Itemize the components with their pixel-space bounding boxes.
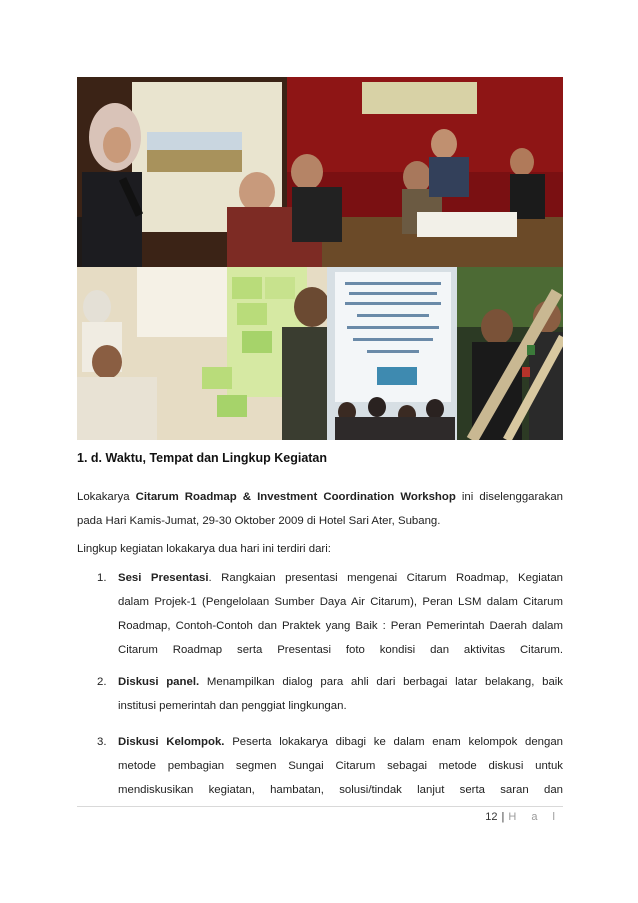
list-number: 3.	[97, 736, 107, 748]
list-item-text	[118, 566, 563, 662]
photo-banner	[327, 267, 457, 440]
item-line	[118, 670, 563, 694]
collage-graphic	[77, 77, 563, 440]
list-item-text	[118, 670, 563, 718]
item-line: Citarum Roadmap serta Presentasi foto kondisi dan aktivitas Citarum.	[118, 644, 563, 656]
photo-bamboo	[457, 267, 563, 440]
intro-text-cont: ini diselenggarakan	[455, 491, 563, 503]
item-line	[118, 730, 563, 754]
item-line: mendiskusikan kegiatan, hambatan, solusi/tindak lanjut serta saran dan	[118, 784, 563, 796]
item-line-text: . Rangkaian presentasi mengenai Citarum Roadmap, Kegiatan	[208, 572, 563, 584]
photo-collage	[77, 77, 563, 440]
item-title: Diskusi panel.	[118, 676, 200, 688]
list-number: 1.	[97, 572, 107, 584]
item-title: Diskusi Kelompok.	[118, 736, 225, 748]
list-number: 2.	[97, 676, 107, 688]
item-line: Roadmap, Contoh-Contoh dan Praktek yang Baik : Peran Pemerintah Daerah dalam	[118, 620, 563, 632]
footer-divider	[77, 806, 563, 807]
scope-intro: Lingkup kegiatan lokakarya dua hari ini terdiri dari:	[77, 543, 331, 555]
photo-sticky-notes	[77, 267, 330, 440]
item-line: dalam Projek-1 (Pengelolaan Sumber Daya Air Citarum), Peran LSM dalam Citarum	[118, 596, 563, 608]
item-title: Sesi Presentasi	[118, 572, 209, 584]
list-item-text	[118, 730, 563, 802]
item-line-text: Menampilkan dialog para ahli dari berbagai latar belakang, baik	[199, 676, 564, 688]
section-heading: 1. d. Waktu, Tempat dan Lingkup Kegiatan	[77, 451, 328, 465]
page-label: H a l	[508, 811, 561, 823]
intro-line-2: pada Hari Kamis-Jumat, 29-30 Oktober 2009 di Hotel Sari Ater, Subang.	[77, 515, 441, 527]
intro-line-1	[77, 485, 563, 509]
intro-paragraph	[77, 485, 563, 533]
item-line-text: Peserta lokakarya dibagi ke dalam enam kelompok dengan	[224, 736, 564, 748]
page-footer	[485, 811, 561, 823]
page-number: 12	[485, 811, 498, 823]
item-line: institusi pemerintah dan penggiat lingkungan.	[118, 700, 347, 712]
item-line	[118, 566, 563, 590]
footer-separator: |	[501, 811, 505, 823]
item-line: metode pembagian segmen Sungai Citarum sebagai metode diskusi untuk	[118, 760, 563, 772]
intro-text: Lokakarya	[77, 491, 136, 503]
workshop-name: Citarum Roadmap & Investment Coordination Workshop	[135, 491, 456, 503]
